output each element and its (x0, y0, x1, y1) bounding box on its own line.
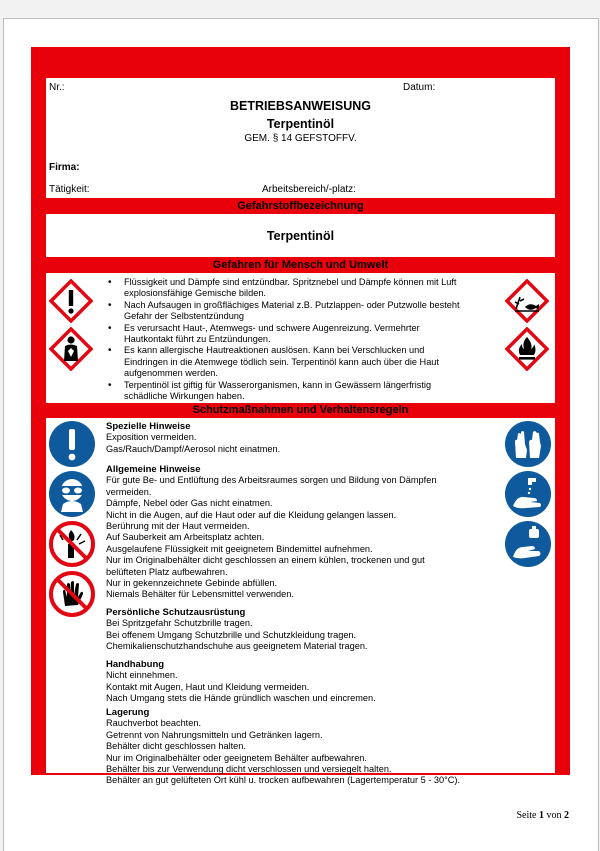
header-box (46, 78, 555, 198)
section-title: Allgemeine Hinweise (106, 464, 201, 475)
general-mandatory-icon (48, 420, 96, 468)
page-number: Seite 1 von 2 (516, 810, 569, 821)
arbeitsbereich-label: Arbeitsbereich/-platz: (262, 184, 356, 195)
hazard-item: • Terpentinöl ist giftig für Wasserorganismen, kann in Gewässern längerfristig schädliche Wirkungen haben. (106, 380, 506, 403)
no-touching-icon (48, 570, 96, 618)
hazards-box (46, 273, 555, 403)
substance-title: Terpentinöl (266, 117, 335, 131)
hazard-item: • Flüssigkeit und Dämpfe sind entzündbar. Spritznebel und Dämpfe können mit Luft explosionsfähige Gemische bilden. (106, 277, 506, 300)
schutz-heading: Schutzmaßnahmen und Verhaltensregeln (192, 404, 409, 416)
datum-label: Datum: (403, 82, 436, 93)
environment-hazard-icon (505, 279, 549, 323)
section-title: Lagerung (106, 707, 150, 718)
health-hazard-icon (49, 327, 93, 371)
section-title: Persönliche Schutzausrüstung (106, 607, 246, 618)
taetigkeit-label: Tätigkeit: (49, 184, 90, 195)
hazard-item: • Es verursacht Haut-, Atemwegs- und schwere Augenreizung. Vermehrter Hautkontakt führt zu Entzündungen. (106, 323, 506, 346)
exclamation-mark-icon (49, 279, 93, 323)
gefahrstoff-heading: Gefahrstoffbezeichnung (237, 200, 364, 212)
hazard-item: • Es kann allergische Hautreaktionen auslösen. Kann bei Verschlucken und Eindringen in die Atemwege tödlich sein. Terpentinöl kann auch über die Haut aufgenommen werden. (106, 345, 506, 379)
hazard-item: • Nach Aufsaugen in großflächiges Material z.B. Putzlappen- oder Putzwolle besteht Gefahr der Selbstentzündung (106, 300, 506, 323)
operating-instruction-frame (31, 47, 570, 786)
document-title: BETRIEBSANWEISUNG (230, 99, 371, 113)
nr-label: Nr.: (49, 82, 65, 93)
section-title: Spezielle Hinweise (106, 421, 191, 432)
section-spezielle-hinweise: Spezielle Hinweise Exposition vermeiden. Gas/Rauch/Dampf/Aerosol nicht einatmen. (106, 421, 506, 455)
wear-gloves-icon (504, 420, 552, 468)
section-title: Handhabung (106, 659, 165, 670)
use-hand-cream-icon (504, 520, 552, 568)
wear-eye-protection-icon (48, 470, 96, 518)
section-lagerung: Lagerung Rauchverbot beachten. Getrennt von Nahrungsmitteln und Getränken lagern. Behälter dicht geschlossen halten. Nur im Originalbehälter oder geeignetem Behälter aufbewahren. Behälter bis zur Verwendung dicht verschlossen und versiegelt halten. Behälter an gut gelüfteten Ort kühl u. trocken aufbewahren (Lagertemperatur 5 - 30°C). (106, 707, 506, 787)
no-open-flame-icon (48, 520, 96, 568)
flame-icon (505, 327, 549, 371)
substance-name-box (46, 214, 555, 257)
section-handhabung: Handhabung Nicht einnehmen. Kontakt mit Augen, Haut und Kleidung vermeiden. Nach Umgang stets die Hände gründlich waschen und eincremen. (106, 659, 506, 705)
substance-name: Terpentinöl (266, 229, 335, 243)
protective-measures-box (46, 418, 555, 786)
hazard-list (106, 277, 506, 402)
regulation-text: GEM. § 14 GEFSTOFFV. (244, 133, 357, 144)
firma-label: Firma: (49, 162, 80, 173)
gefahren-heading: Gefahren für Mensch und Umwelt (212, 259, 389, 271)
wash-hands-icon (504, 470, 552, 518)
section-allgemeine-hinweise: Allgemeine Hinweise Für gute Be- und Entlüftung des Arbeitsraumes sorgen und Bildung von Dämpfen vermeiden. Dämpfe, Nebel oder Gas nicht einatmen. Nicht in die Augen, auf die Haut oder auf die Kleidung gelangen lassen. Berührung mit der Haut vermeiden. Auf Sauberkeit am Arbeitsplatz achten. Ausgelaufene Flüssigkeit mit geeignetem Bindemittel aufnehmen. Nur im Originalbehälter dicht geschlossen an einem kühlen, trockenen und gut belüfteten Platz aufbewahren. Nur in gekennzeichnete Gebinde abfüllen. Niemals Behälter für Lebensmittel verwenden. (106, 464, 506, 601)
section-persoenliche-schutzausruestung: Persönliche Schutzausrüstung Bei Spritzgefahr Schutzbrille tragen. Bei offenem Umgang Schutzbrille und Schutzkleidung tragen. Chemikalienschutzhandschuhe aus geeignetem Material tragen. (106, 607, 506, 653)
